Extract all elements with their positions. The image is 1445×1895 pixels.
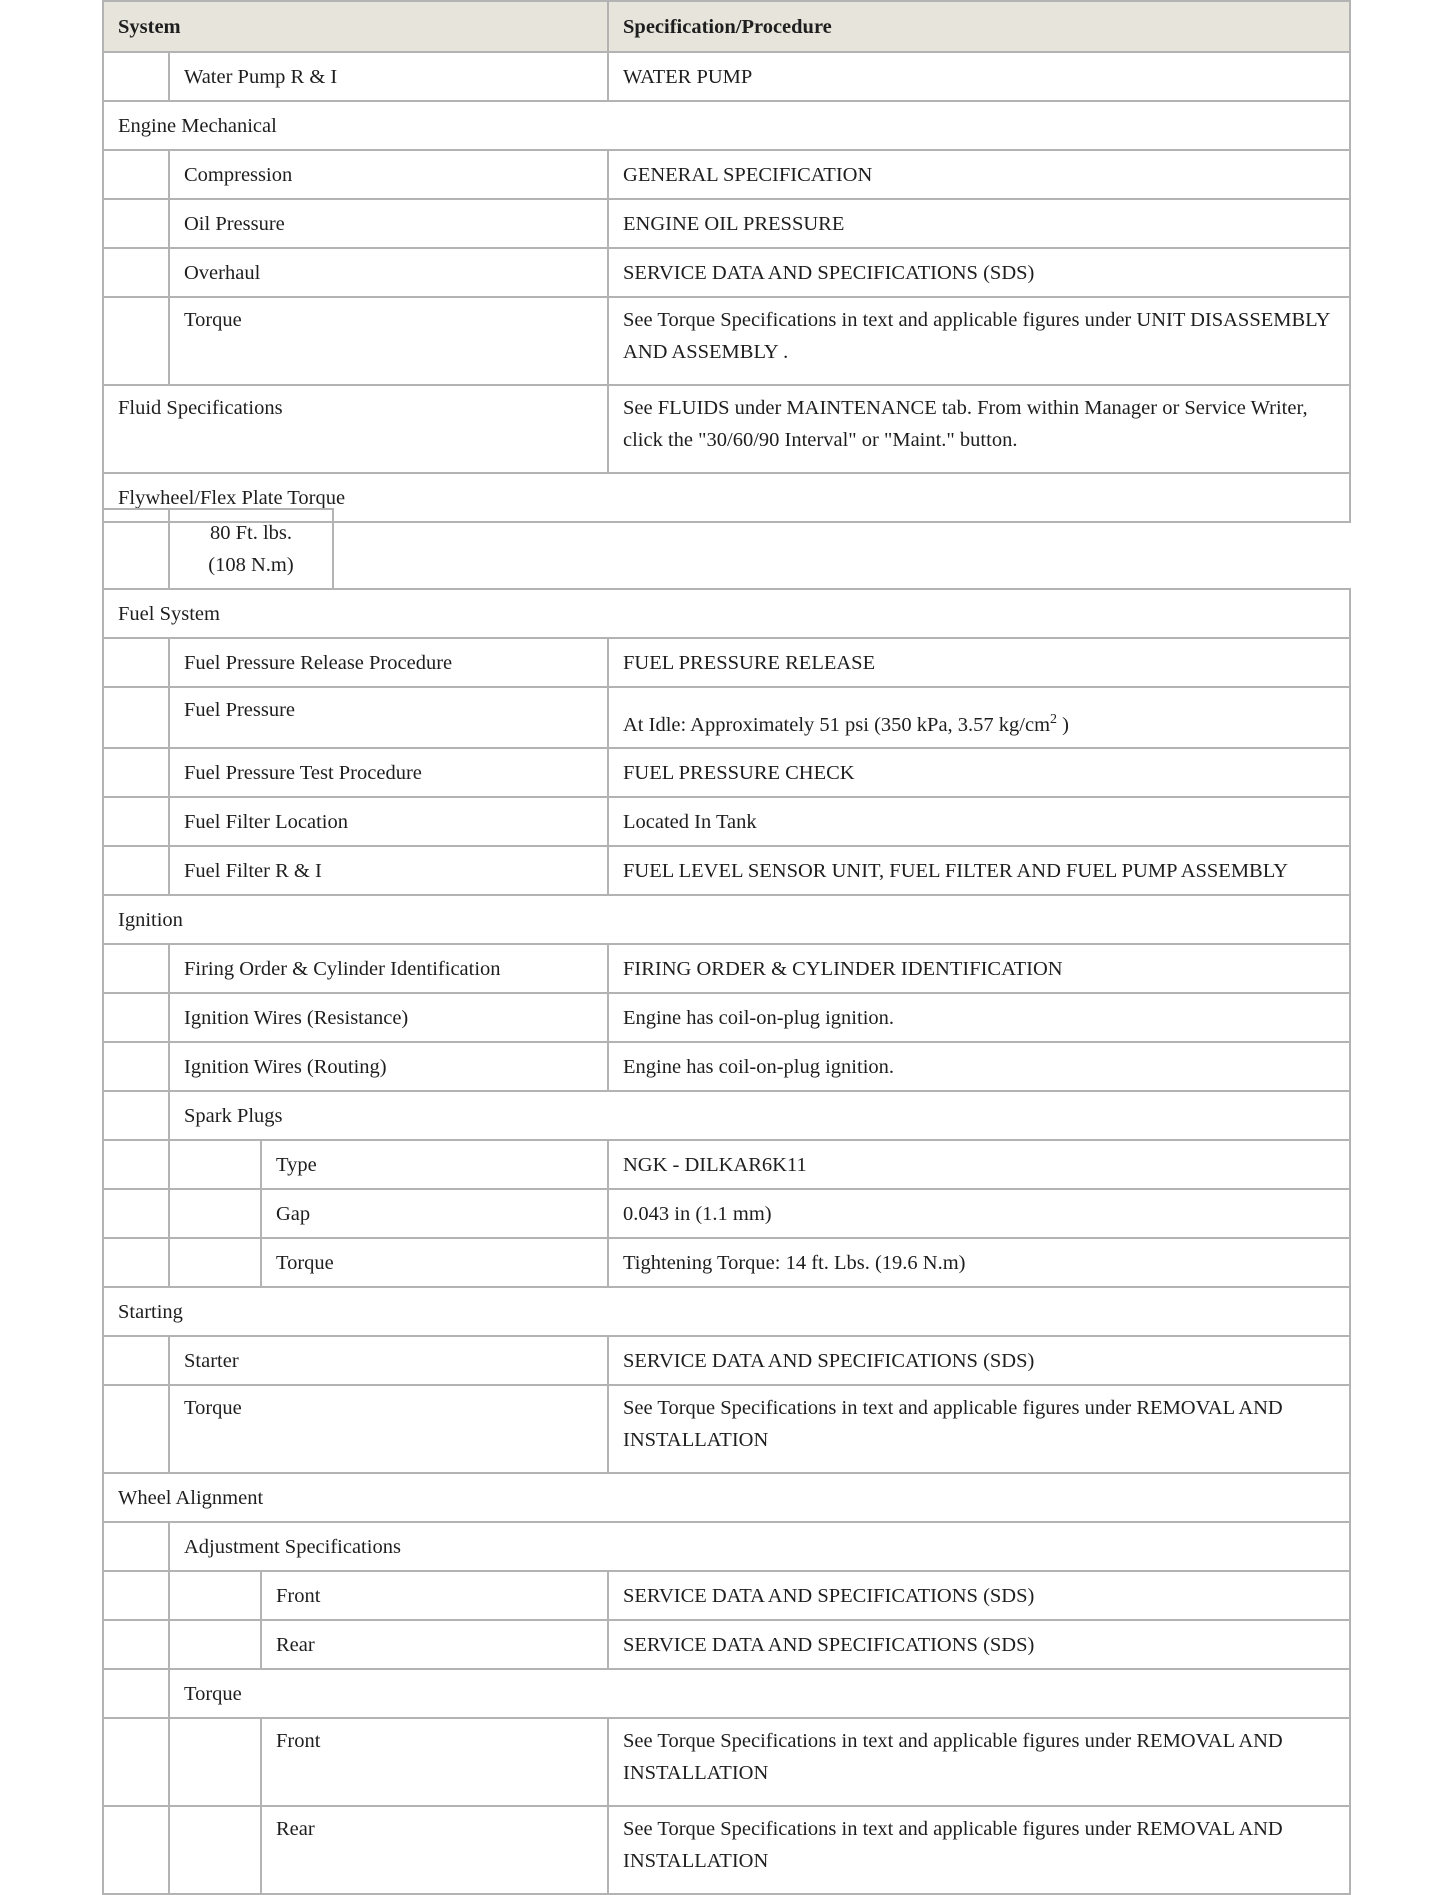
indent-cell (103, 846, 169, 895)
row-label: Front (261, 1571, 608, 1620)
spec-table-lower (102, 588, 1351, 1895)
row-spec-text (608, 687, 1350, 748)
spec-table-upper (102, 0, 1351, 523)
table-row (103, 1571, 1350, 1620)
row-spec-link[interactable]: FIRING ORDER & CYLINDER IDENTIFICATION (608, 944, 1350, 993)
indent-cell (103, 1091, 169, 1140)
header-spec: Specification/Procedure (608, 1, 1350, 52)
superscript-two: 2 (1050, 712, 1058, 727)
row-label: Oil Pressure (169, 199, 608, 248)
table-row (103, 150, 1350, 199)
indent-cell (169, 1718, 261, 1806)
flywheel-value-row (102, 508, 1351, 590)
table-row (103, 846, 1350, 895)
indent-cell (103, 1522, 169, 1571)
indent-cell (103, 638, 169, 687)
subsection-title-torque: Torque (169, 1669, 1350, 1718)
table-row (103, 797, 1350, 846)
indent-cell (103, 1385, 169, 1473)
row-spec-link[interactable]: WATER PUMP (608, 52, 1350, 101)
section-title-engine-mechanical: Engine Mechanical (103, 101, 1350, 150)
row-spec-link[interactable]: FUEL PRESSURE CHECK (608, 748, 1350, 797)
row-spec-text: 0.043 in (1.1 mm) (608, 1189, 1350, 1238)
section-row (103, 895, 1350, 944)
row-spec-link[interactable]: FUEL LEVEL SENSOR UNIT, FUEL FILTER AND FUEL PUMP ASSEMBLY (608, 846, 1350, 895)
indent-cell (103, 944, 169, 993)
section-title-wheel-alignment: Wheel Alignment (103, 1473, 1350, 1522)
indent-cell (103, 150, 169, 199)
row-spec-text: NGK - DILKAR6K11 (608, 1140, 1350, 1189)
row-spec-text: Engine has coil-on-plug ignition. (608, 1042, 1350, 1091)
row-label-fluid: Fluid Specifications (103, 385, 608, 473)
table-header-row (103, 1, 1350, 52)
row-label: Firing Order & Cylinder Identification (169, 944, 608, 993)
table-row (103, 1042, 1350, 1091)
indent-cell (103, 1336, 169, 1385)
row-spec-text: See Torque Specifications in text and applicable figures under REMOVAL AND INSTALLATION (608, 1718, 1350, 1806)
indent-cell (103, 1571, 169, 1620)
flywheel-value-line2: (108 N.m) (208, 554, 294, 576)
indent-cell (169, 1806, 261, 1894)
row-label: Overhaul (169, 248, 608, 297)
flywheel-value-line1: 80 Ft. lbs. (209, 522, 293, 544)
table-row (103, 1806, 1350, 1894)
row-label: Type (261, 1140, 608, 1189)
indent-cell (103, 993, 169, 1042)
row-spec-link[interactable]: FUEL PRESSURE RELEASE (608, 638, 1350, 687)
table-row (103, 993, 1350, 1042)
table-row (103, 248, 1350, 297)
row-label: Fuel Pressure Release Procedure (169, 638, 608, 687)
indent-cell (169, 1140, 261, 1189)
row-label: Starter (169, 1336, 608, 1385)
section-row (103, 1287, 1350, 1336)
indent-cell (169, 1571, 261, 1620)
row-label: Fuel Pressure (169, 687, 608, 748)
flywheel-torque-value (169, 509, 333, 589)
row-label: Ignition Wires (Routing) (169, 1042, 608, 1091)
table-row (103, 1238, 1350, 1287)
row-label: Fuel Filter R & I (169, 846, 608, 895)
section-row (103, 589, 1350, 638)
indent-cell (103, 687, 169, 748)
table-row (103, 1718, 1350, 1806)
indent-cell (103, 797, 169, 846)
indent-cell (169, 1620, 261, 1669)
subsection-title-adjustment: Adjustment Specifications (169, 1522, 1350, 1571)
row-spec-text: Located In Tank (608, 797, 1350, 846)
row-label: Fuel Filter Location (169, 797, 608, 846)
row-label: Compression (169, 150, 608, 199)
row-label: Water Pump R & I (169, 52, 608, 101)
row-spec-text: See Torque Specifications in text and applicable figures under REMOVAL AND INSTALLATION (608, 1806, 1350, 1894)
table-row (103, 1385, 1350, 1473)
row-label: Torque (169, 297, 608, 385)
row-spec-fluid: See FLUIDS under MAINTENANCE tab. From within Manager or Service Writer, click the "30/60/90 Interval" or "Maint." button. (608, 385, 1350, 473)
row-spec-link[interactable]: SERVICE DATA AND SPECIFICATIONS (SDS) (608, 1571, 1350, 1620)
indent-cell (103, 199, 169, 248)
header-system: System (103, 1, 608, 52)
row-label: Torque (261, 1238, 608, 1287)
table-row (103, 1336, 1350, 1385)
row-spec-link[interactable]: ENGINE OIL PRESSURE (608, 199, 1350, 248)
subsection-row (103, 1669, 1350, 1718)
section-title-fuel-system: Fuel System (103, 589, 1350, 638)
fuel-pressure-close: ) (1057, 714, 1069, 736)
row-label: Rear (261, 1620, 608, 1669)
indent-cell (169, 1189, 261, 1238)
table-row (103, 297, 1350, 385)
indent-cell (103, 248, 169, 297)
indent-cell (103, 1806, 169, 1894)
row-spec-text: See Torque Specifications in text and applicable figures under UNIT DISASSEMBLY AND ASSEMBLY . (608, 297, 1350, 385)
fuel-pressure-value: At Idle: Approximately 51 psi (350 kPa, 3.57 kg/cm (623, 714, 1051, 736)
row-label: Torque (169, 1385, 608, 1473)
subsection-row (103, 1522, 1350, 1571)
table-row (103, 638, 1350, 687)
table-row (103, 1189, 1350, 1238)
indent-cell (103, 52, 169, 101)
row-label: Ignition Wires (Resistance) (169, 993, 608, 1042)
table-row (103, 944, 1350, 993)
row-spec-text: Tightening Torque: 14 ft. Lbs. (19.6 N.m) (608, 1238, 1350, 1287)
indent-cell (169, 1238, 261, 1287)
flywheel-value-table (102, 508, 334, 590)
table-row (103, 1620, 1350, 1669)
indent-cell (103, 1140, 169, 1189)
indent-cell (103, 509, 169, 589)
section-title-starting: Starting (103, 1287, 1350, 1336)
section-row (103, 1473, 1350, 1522)
table-row (103, 199, 1350, 248)
indent-cell (103, 1189, 169, 1238)
subsection-row (103, 1091, 1350, 1140)
row-spec-link[interactable]: GENERAL SPECIFICATION (608, 150, 1350, 199)
table-row (103, 687, 1350, 748)
subsection-title-spark-plugs: Spark Plugs (169, 1091, 1350, 1140)
indent-cell (103, 1718, 169, 1806)
indent-cell (103, 1238, 169, 1287)
row-spec-text: See Torque Specifications in text and applicable figures under REMOVAL AND INSTALLATION (608, 1385, 1350, 1473)
row-label: Rear (261, 1806, 608, 1894)
indent-cell (103, 297, 169, 385)
indent-cell (103, 1669, 169, 1718)
table-row (103, 1140, 1350, 1189)
indent-cell (103, 1620, 169, 1669)
section-title-ignition: Ignition (103, 895, 1350, 944)
row-spec-link[interactable]: SERVICE DATA AND SPECIFICATIONS (SDS) (608, 1336, 1350, 1385)
row-spec-link[interactable]: SERVICE DATA AND SPECIFICATIONS (SDS) (608, 1620, 1350, 1669)
indent-cell (103, 1042, 169, 1091)
row-label: Gap (261, 1189, 608, 1238)
indent-cell (103, 748, 169, 797)
table-row (103, 385, 1350, 473)
table-row (103, 52, 1350, 101)
section-row (103, 101, 1350, 150)
section-title-flywheel: Flywheel/Flex Plate Torque (103, 473, 1350, 522)
row-label: Fuel Pressure Test Procedure (169, 748, 608, 797)
row-spec-link[interactable]: SERVICE DATA AND SPECIFICATIONS (SDS) (608, 248, 1350, 297)
table-row (103, 748, 1350, 797)
row-label: Front (261, 1718, 608, 1806)
row-spec-text: Engine has coil-on-plug ignition. (608, 993, 1350, 1042)
